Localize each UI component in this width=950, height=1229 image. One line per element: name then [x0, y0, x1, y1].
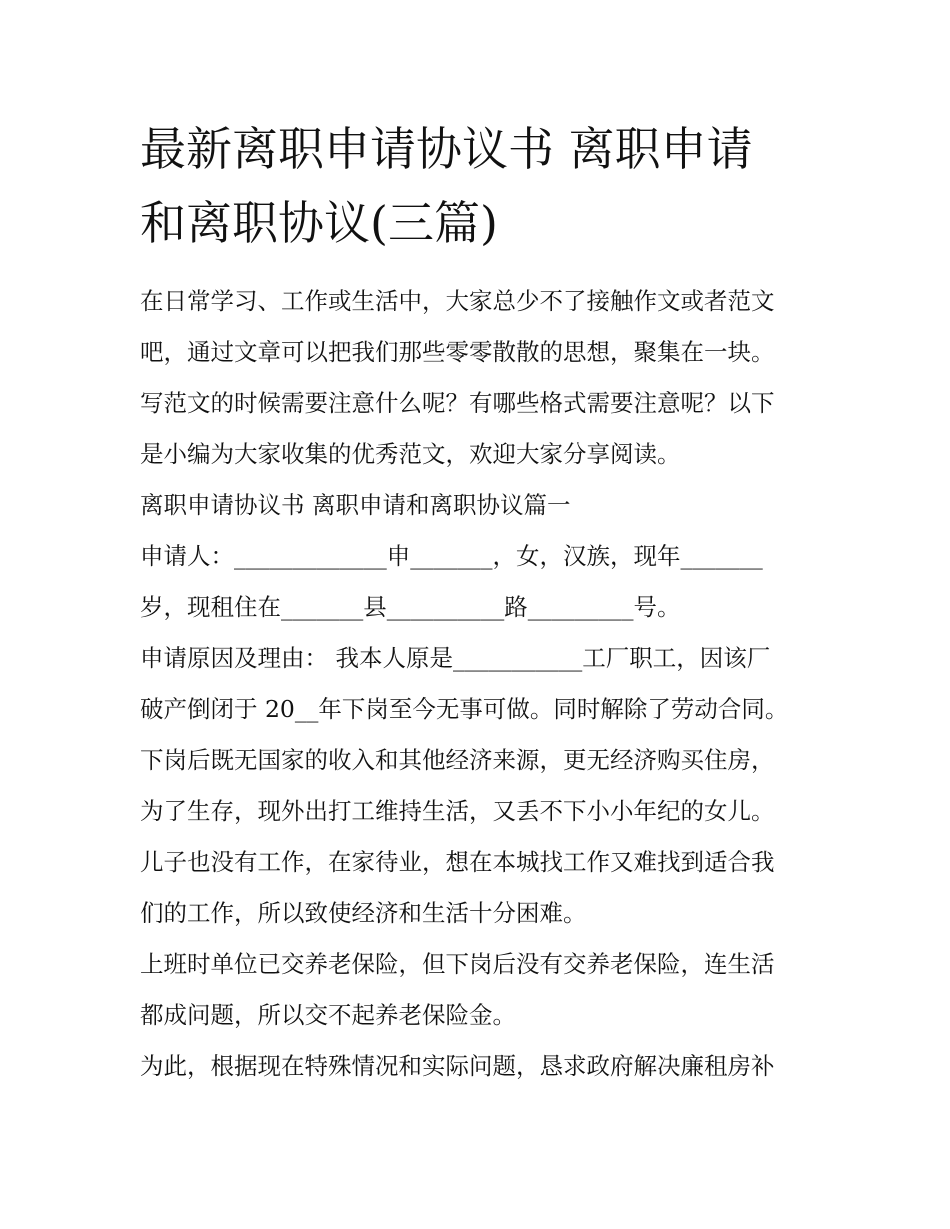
section-heading: 离职申请协议书 离职申请和离职协议篇一	[140, 491, 571, 519]
text-line: 都成问题，所以交不起养老保险金。	[140, 1001, 516, 1029]
text-line: 上班时单位已交养老保险，但下岗后没有交养老保险，连生活	[140, 950, 775, 978]
text-line: 破产倒闭于 20__年下岗至今无事可做。同时解除了劳动合同。	[140, 695, 789, 723]
text-line: 在日常学习、工作或生活中，大家总少不了接触作文或者范文	[140, 287, 775, 315]
text-line: 申请原因及理由： 我本人原是___________工厂职工，因该厂	[140, 644, 771, 672]
text-line: 为了生存，现外出打工维持生活，又丢不下小小年纪的女儿。	[140, 797, 775, 825]
text-line: 岁，现租住在_______县__________路_________号。	[140, 593, 681, 621]
title-line-1: 最新离职申请协议书 离职申请	[140, 122, 753, 176]
text-line: 儿子也没有工作，在家待业，想在本城找工作又难找到适合我	[140, 848, 775, 876]
text-line: 下岗后既无国家的收入和其他经济来源，更无经济购买住房，	[140, 746, 775, 774]
text-line: 为此，根据现在特殊情况和实际问题，恳求政府解决廉租房补	[140, 1052, 775, 1080]
text-line: 们的工作，所以致使经济和生活十分困难。	[140, 899, 587, 927]
document-title	[140, 112, 840, 260]
text-line: 是小编为大家收集的优秀范文，欢迎大家分享阅读。	[140, 440, 681, 468]
text-line: 吧，通过文章可以把我们那些零零散散的思想，聚集在一块。	[140, 338, 775, 366]
title-line-2: 和离职协议(三篇)	[140, 196, 498, 250]
text-line: 申请人：_____________申_______，女，汉族，现年_______	[140, 542, 763, 570]
document-body	[140, 276, 830, 1092]
text-line: 写范文的时候需要注意什么呢？有哪些格式需要注意呢？以下	[140, 389, 775, 417]
